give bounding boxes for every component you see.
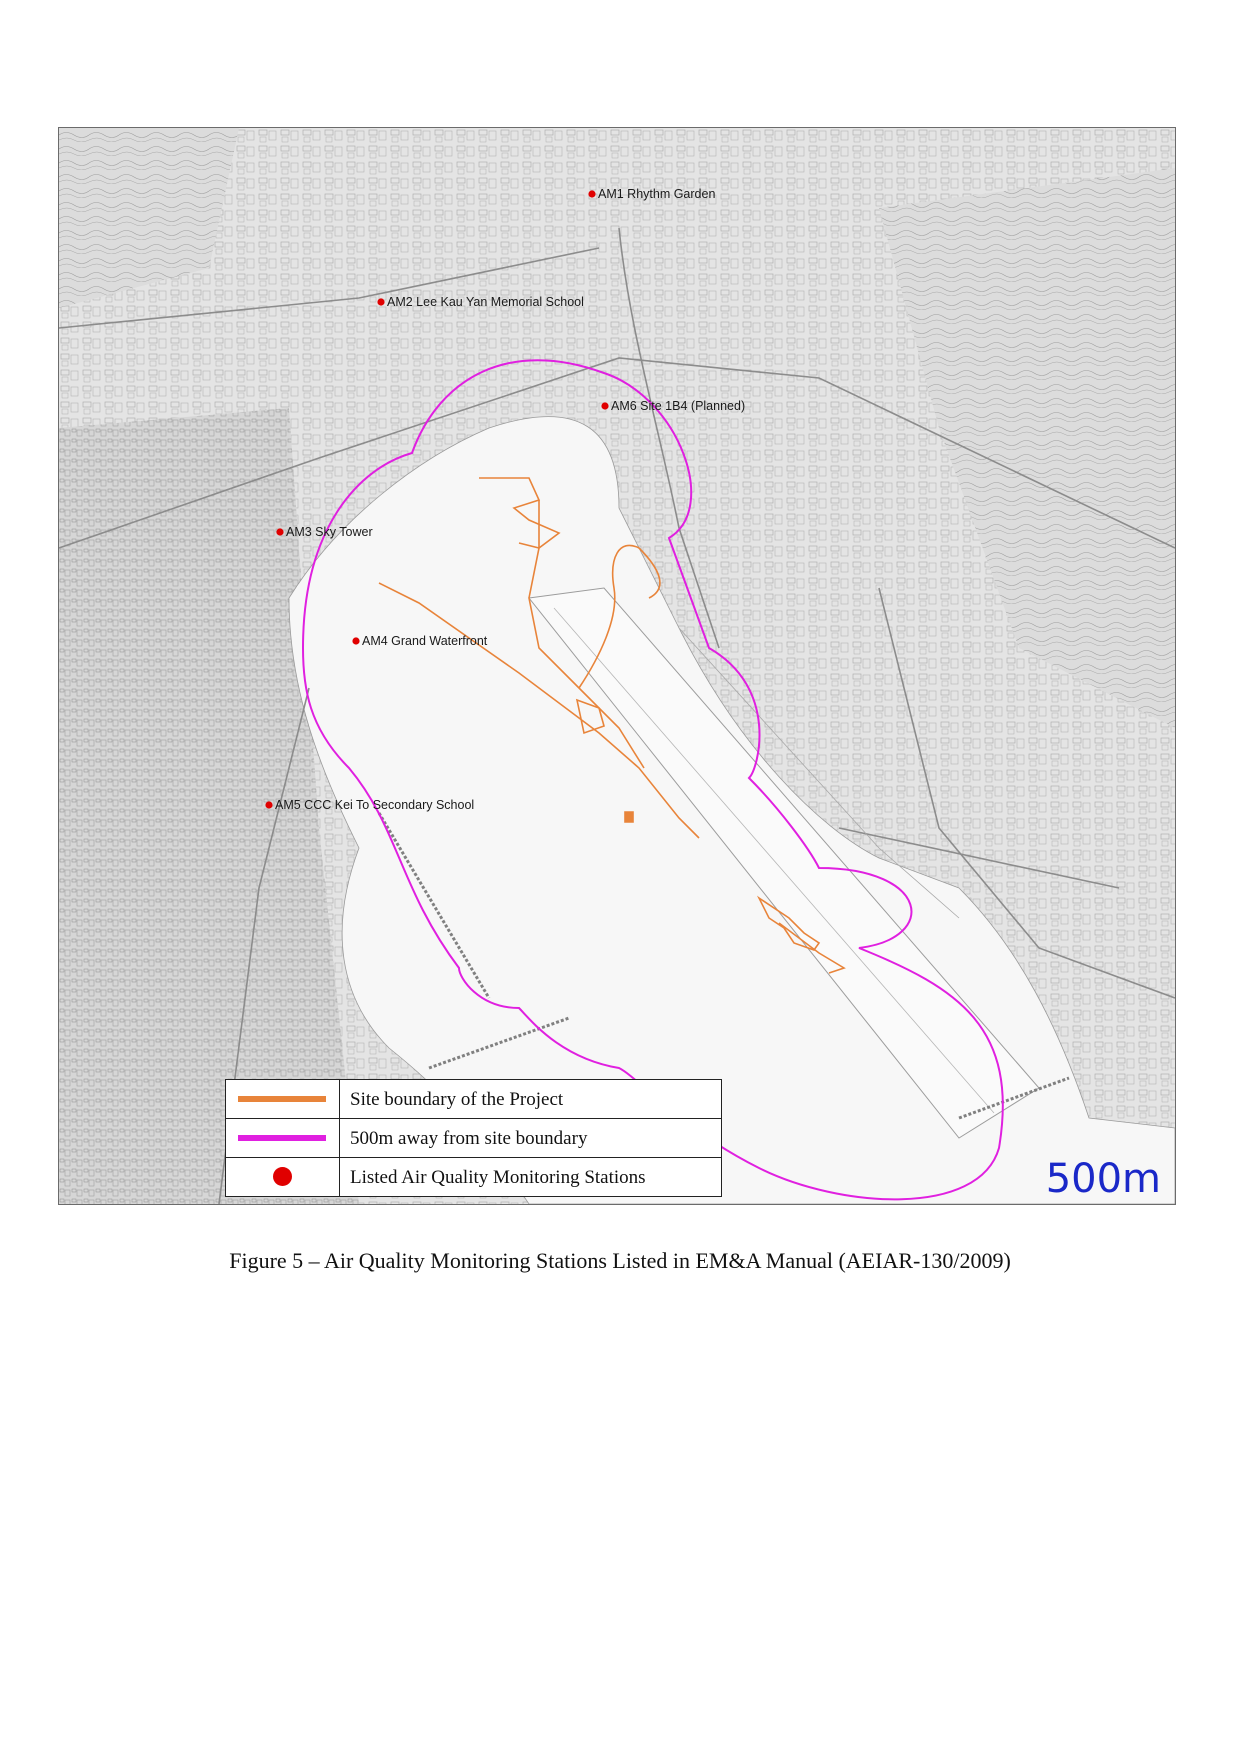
station-marker-am3[interactable] — [276, 528, 283, 535]
station-label-am4: AM4 Grand Waterfront — [362, 634, 488, 648]
map-frame — [58, 127, 1176, 1205]
station-label-am3: AM3 Sky Tower — [286, 525, 373, 539]
map-legend — [225, 1079, 722, 1197]
legend-symbol-red-dot — [226, 1158, 340, 1196]
station-marker-am6[interactable] — [601, 402, 608, 409]
legend-row-site-boundary — [226, 1080, 721, 1118]
legend-label: 500m away from site boundary — [350, 1128, 588, 1149]
figure-caption: Figure 5 – Air Quality Monitoring Stations Listed in EM&A Manual (AEIAR-130/2009) — [229, 1248, 1011, 1273]
station-label-am5: AM5 CCC Kei To Secondary School — [275, 798, 475, 812]
legend-symbol-orange-line — [226, 1080, 340, 1118]
station-label-am6: AM6 Site 1B4 (Planned) — [611, 399, 746, 413]
legend-label: Site boundary of the Project — [350, 1089, 564, 1110]
station-marker-am5[interactable] — [265, 801, 272, 808]
station-marker-am4[interactable] — [352, 637, 359, 644]
station-label-am2: AM2 Lee Kau Yan Memorial School — [387, 295, 584, 309]
station-marker-am2[interactable] — [377, 298, 384, 305]
legend-label: Listed Air Quality Monitoring Stations — [350, 1167, 646, 1188]
legend-row-stations — [226, 1157, 721, 1196]
station-label-am1: AM1 Rhythm Garden — [598, 187, 716, 201]
legend-symbol-magenta-line — [226, 1119, 340, 1157]
legend-row-buffer — [226, 1118, 721, 1157]
base-map — [59, 128, 1175, 1204]
station-marker-am1[interactable] — [588, 190, 595, 197]
scale-label: 500m — [1045, 1156, 1161, 1202]
